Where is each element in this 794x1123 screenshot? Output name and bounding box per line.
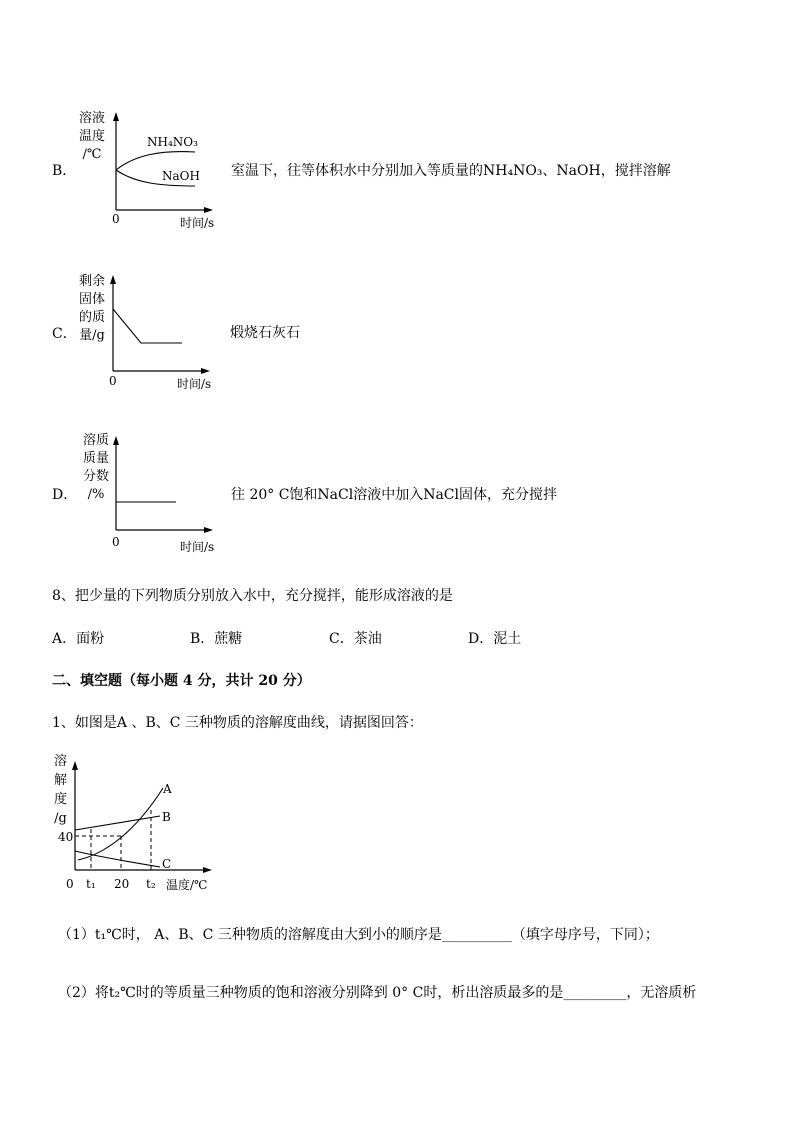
y-label-line: 固体 [79, 292, 106, 307]
curve-a-label: A [163, 782, 172, 796]
y-label-line: 的质 [79, 310, 106, 325]
y-label-line: /℃ [82, 147, 102, 162]
option-c-description: 煅烧石灰石 [230, 325, 300, 341]
option-b-label: B． [52, 163, 77, 179]
y-tick-40: 40 [58, 830, 74, 844]
curve-c [75, 851, 160, 867]
option-c-label: C． [52, 326, 77, 342]
sub-question-2: （2）将t₂℃时的等质量三种物质的饱和溶液分别降到 0° C时，析出溶质最多的是_________，无溶质析 [58, 985, 697, 1001]
option-d-description: 往 20° C饱和NaCl溶液中加入NaCl固体，充分搅拌 [231, 487, 557, 503]
y-label-line: 解 [54, 773, 68, 788]
y-label-line: 溶 [54, 754, 68, 769]
y-axis-arrow [72, 761, 78, 770]
origin-label: 0 [112, 212, 120, 226]
section-2-title: 二、填空题（每小题 4 分，共计 20 分） [52, 673, 311, 689]
y-label-line: 度 [54, 792, 68, 807]
y-label-line: /% [87, 487, 105, 502]
y-label-line: 溶质 [83, 433, 110, 448]
origin-label: 0 [109, 374, 117, 388]
curve-c-label: C [162, 857, 172, 871]
y-label-line: 量/g [79, 328, 105, 343]
y-label-line: /g [54, 811, 67, 826]
q8-option-b: B．蔗糖 [190, 631, 243, 647]
y-label-line: 温度 [79, 129, 106, 144]
curve-b [75, 816, 160, 830]
q8-option-d: D．泥土 [468, 631, 522, 647]
origin-label: 0 [112, 535, 120, 549]
x-axis-label: 温度/℃ [166, 878, 208, 892]
x-tick-0: 0 [66, 877, 74, 891]
x-axis-label: 时间/s [180, 540, 215, 554]
curve-b-label: B [162, 810, 171, 824]
option-b-description: 室温下，往等体积水中分别加入等质量的NH₄NO₃、NaOH，搅拌溶解 [231, 163, 671, 179]
y-label-line: 质量 [83, 451, 110, 466]
x-axis-label: 时间/s [180, 216, 215, 230]
q8-option-a: A．面粉 [52, 631, 105, 647]
sub-question-1: （1）t₁℃时， A、B、C 三种物质的溶解度由大到小的顺序是__________（填字母序号，下同）； [58, 927, 659, 943]
x-tick-t2: t₂ [146, 877, 156, 891]
x-tick-t1: t₁ [86, 877, 96, 891]
y-label-line: 剩余 [79, 274, 106, 289]
q8-option-c: C．茶油 [329, 631, 382, 647]
question-1-stem: 1、如图是A 、B、C 三种物质的溶解度曲线，请据图回答： [52, 715, 423, 731]
y-label-line: 溶液 [79, 111, 106, 126]
x-tick-20: 20 [114, 877, 130, 891]
y-label-line: 分数 [83, 469, 110, 484]
x-axis-arrow [203, 867, 212, 873]
option-d-label: D． [52, 487, 78, 503]
x-axis-label: 时间/s [177, 377, 212, 391]
question-8-stem: 8、把少量的下列物质分别放入水中，充分搅拌，能形成溶液的是 [52, 588, 453, 604]
naoh-label: NaOH [162, 169, 200, 183]
curve-a [78, 788, 163, 860]
nh4no3-label: NH₄NO₃ [147, 135, 198, 149]
